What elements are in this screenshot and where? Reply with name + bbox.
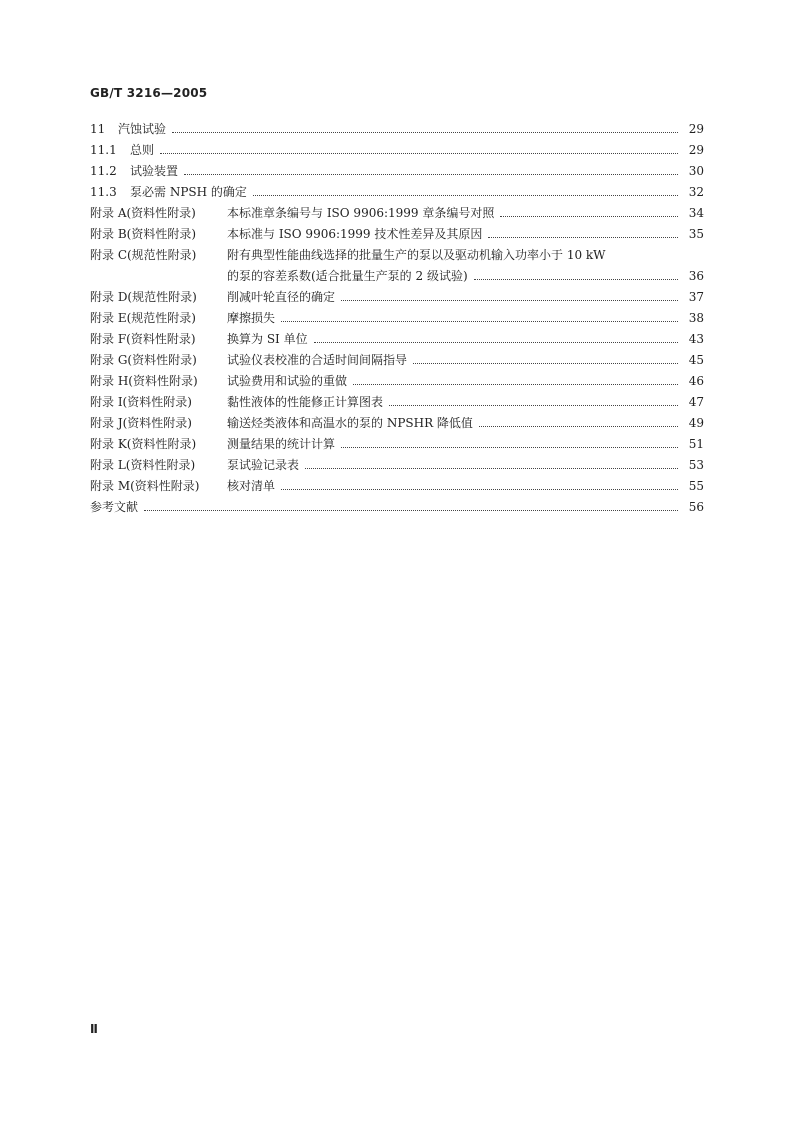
entry-title: 输送烃类液体和高温水的泵的 NPSHR 降低值	[227, 416, 473, 430]
page-number: 46	[688, 374, 704, 388]
toc-entry[interactable]	[90, 224, 704, 245]
entry-title: 削减叶轮直径的确定	[227, 290, 336, 304]
page-number: 29	[688, 143, 704, 157]
dot-leader	[474, 273, 678, 280]
entry-title: 摩擦损失	[227, 311, 276, 325]
entry-title: 试验装置	[130, 164, 179, 178]
section-number: 11.3	[90, 185, 117, 199]
entry-title: 泵必需 NPSH 的确定	[130, 185, 247, 199]
dot-leader	[500, 210, 678, 217]
entry-title: 黏性液体的性能修正计算图表	[227, 395, 384, 409]
dot-leader	[341, 294, 678, 301]
page-number: 55	[688, 479, 704, 493]
toc-entry[interactable]	[90, 308, 704, 329]
toc-entry[interactable]	[90, 329, 704, 350]
dot-leader	[488, 231, 678, 238]
toc-entry[interactable]	[90, 245, 704, 266]
entry-title: 本标准与 ISO 9906:1999 技术性差异及其原因	[227, 227, 483, 241]
annex-label: 附录 K(资料性附录)	[90, 437, 197, 451]
table-of-contents	[90, 119, 704, 518]
annex-label: 附录 E(规范性附录)	[90, 311, 196, 325]
toc-entry[interactable]	[90, 203, 704, 224]
toc-entry[interactable]	[90, 140, 704, 161]
page-number: 43	[688, 332, 704, 346]
toc-entry[interactable]	[90, 371, 704, 392]
entry-title: 换算为 SI 单位	[227, 332, 308, 346]
annex-label: 附录 C(规范性附录)	[90, 248, 197, 262]
entry-title: 本标准章条编号与 ISO 9906:1999 章条编号对照	[227, 206, 495, 220]
page-number: 51	[688, 437, 704, 451]
dot-leader	[184, 168, 678, 175]
dot-leader	[281, 315, 678, 322]
dot-leader	[172, 126, 678, 133]
page-number: 37	[688, 290, 704, 304]
entry-title: 总则	[130, 143, 155, 157]
annex-label: 附录 J(资料性附录)	[90, 416, 192, 430]
toc-entry[interactable]	[90, 287, 704, 308]
toc-entry[interactable]	[90, 413, 704, 434]
page-number: 45	[688, 353, 704, 367]
dot-leader	[389, 399, 678, 406]
toc-entry[interactable]	[90, 161, 704, 182]
dot-leader	[281, 483, 678, 490]
dot-leader	[314, 336, 678, 343]
page-number: 32	[688, 185, 704, 199]
section-number: 11	[90, 122, 106, 136]
entry-title: 汽蚀试验	[118, 122, 167, 136]
page-number: 56	[688, 500, 704, 514]
entry-title: 试验费用和试验的重做	[227, 374, 348, 388]
toc-entry-continuation[interactable]	[90, 266, 704, 287]
entry-title: 泵试验记录表	[227, 458, 300, 472]
toc-entry[interactable]	[90, 434, 704, 455]
page-number: 38	[688, 311, 704, 325]
dot-leader	[305, 462, 678, 469]
section-number: 11.1	[90, 143, 117, 157]
annex-label: 附录 B(资料性附录)	[90, 227, 196, 241]
page-number: 35	[688, 227, 704, 241]
annex-label: 附录 G(资料性附录)	[90, 353, 197, 367]
toc-entry[interactable]	[90, 476, 704, 497]
page-number: 30	[688, 164, 704, 178]
entry-title: 附有典型性能曲线选择的批量生产的泵以及驱动机输入功率小于 10 kW	[227, 248, 606, 262]
entry-title: 试验仪表校准的合适时间间隔指导	[227, 353, 408, 367]
page-number: 29	[688, 122, 704, 136]
annex-label: 附录 M(资料性附录)	[90, 479, 200, 493]
dot-leader	[160, 147, 678, 154]
page-number: 36	[688, 269, 704, 283]
page-number: 49	[688, 416, 704, 430]
entry-title: 参考文献	[90, 500, 139, 514]
toc-entry[interactable]	[90, 392, 704, 413]
entry-title: 测量结果的统计计算	[227, 437, 336, 451]
dot-leader	[341, 441, 678, 448]
annex-label: 附录 D(规范性附录)	[90, 290, 197, 304]
page-roman-numeral: Ⅱ	[90, 1022, 98, 1036]
annex-label: 附录 L(资料性附录)	[90, 458, 196, 472]
page-number: 53	[688, 458, 704, 472]
entry-title: 核对清单	[227, 479, 276, 493]
dot-leader	[253, 189, 678, 196]
dot-leader	[479, 420, 678, 427]
toc-entry[interactable]	[90, 119, 704, 140]
toc-entry[interactable]	[90, 182, 704, 203]
dot-leader	[144, 504, 678, 511]
toc-entry[interactable]	[90, 497, 704, 518]
annex-label: 附录 F(资料性附录)	[90, 332, 196, 346]
document-header: GB/T 3216—2005	[90, 86, 208, 100]
dot-leader	[413, 357, 678, 364]
page-number: 34	[688, 206, 704, 220]
annex-label: 附录 I(资料性附录)	[90, 395, 192, 409]
annex-label: 附录 A(资料性附录)	[90, 206, 196, 220]
page-number: 47	[688, 395, 704, 409]
section-number: 11.2	[90, 164, 117, 178]
toc-entry[interactable]	[90, 350, 704, 371]
entry-title-continued: 的泵的容差系数(适合批量生产泵的 2 级试验)	[227, 269, 468, 283]
dot-leader	[353, 378, 678, 385]
annex-label: 附录 H(资料性附录)	[90, 374, 198, 388]
toc-entry[interactable]	[90, 455, 704, 476]
